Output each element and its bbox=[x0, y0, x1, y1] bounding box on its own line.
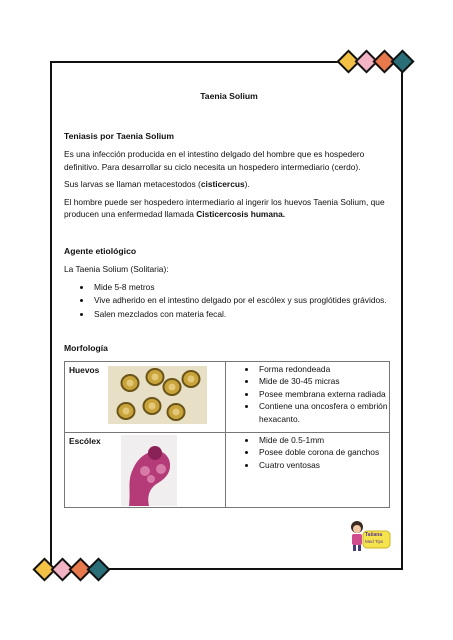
huevos-bullet-list bbox=[226, 363, 389, 426]
table-row bbox=[65, 432, 390, 507]
document-body bbox=[64, 90, 394, 508]
list-item: • Cuatro ventosas bbox=[257, 459, 389, 472]
escolex-bullet-list bbox=[226, 434, 389, 472]
morphology-table bbox=[64, 361, 390, 508]
row-label-huevos: Huevos bbox=[69, 364, 100, 375]
list-item: • Posee doble corona de ganchos bbox=[257, 446, 389, 459]
scolex-micrograph-image bbox=[121, 435, 177, 506]
document-title: Taenia Solium bbox=[200, 91, 258, 101]
table-row bbox=[65, 361, 390, 432]
list-item: • Contiene una oncosfera o embrión hexacanto. bbox=[257, 400, 389, 425]
term-cisticercus: cisticercus bbox=[200, 179, 245, 189]
paragraph-infection: Es una infección producida en el intestino delgado del hombre que es hospedero definitivo. Para desarrollar su ciclo necesita un hospedero intermediario (cerdo). bbox=[64, 149, 365, 172]
table-cell-escolex bbox=[65, 432, 226, 507]
section-heading-teniasis: Teniasis por Taenia Solium bbox=[64, 130, 174, 141]
paragraph-hospedero bbox=[64, 196, 394, 221]
list-item: • Salen mezclados con materia fecal. bbox=[92, 308, 394, 321]
sticker-text-line1: Tatiana bbox=[365, 532, 383, 538]
section-heading-agente: Agente etiológico bbox=[64, 245, 137, 256]
sticker-text-line2: Med Tips bbox=[365, 539, 384, 544]
row-label-escolex: Escólex bbox=[69, 435, 101, 446]
term-cisticercosis: Cisticercosis humana. bbox=[196, 209, 286, 219]
table-cell-huevos bbox=[65, 361, 226, 432]
section-heading-morfologia: Morfología bbox=[64, 343, 108, 353]
list-item: • Posee membrana externa radiada bbox=[257, 388, 389, 401]
paragraph-larvas bbox=[64, 178, 394, 191]
agente-bullet-list bbox=[64, 281, 394, 321]
list-item: • Mide de 0.5-1mm bbox=[257, 434, 389, 447]
list-item: • Forma redondeada bbox=[257, 363, 389, 376]
table-cell-escolex-description bbox=[226, 432, 390, 507]
paragraph-solitaria: La Taenia Solium (Solitaria): bbox=[64, 264, 169, 274]
list-item: • Mide de 30-45 micras bbox=[257, 375, 389, 388]
text: Sus larvas se llaman metacestodos ( bbox=[64, 179, 201, 189]
list-item: • Vive adherido en el intestino delgado por el escólex y sus proglótides grávidos. bbox=[92, 294, 394, 307]
list-item: • Mide 5-8 metros bbox=[92, 281, 394, 294]
table-cell-huevos-description bbox=[226, 361, 390, 432]
text: ). bbox=[244, 179, 250, 189]
eggs-micrograph-image bbox=[108, 366, 207, 424]
author-sticker bbox=[347, 520, 394, 552]
text: El hombre puede ser hospedero intermediario al ingerir los huevos Taenia Solium, que producen una enfermedad llamada bbox=[64, 196, 385, 219]
